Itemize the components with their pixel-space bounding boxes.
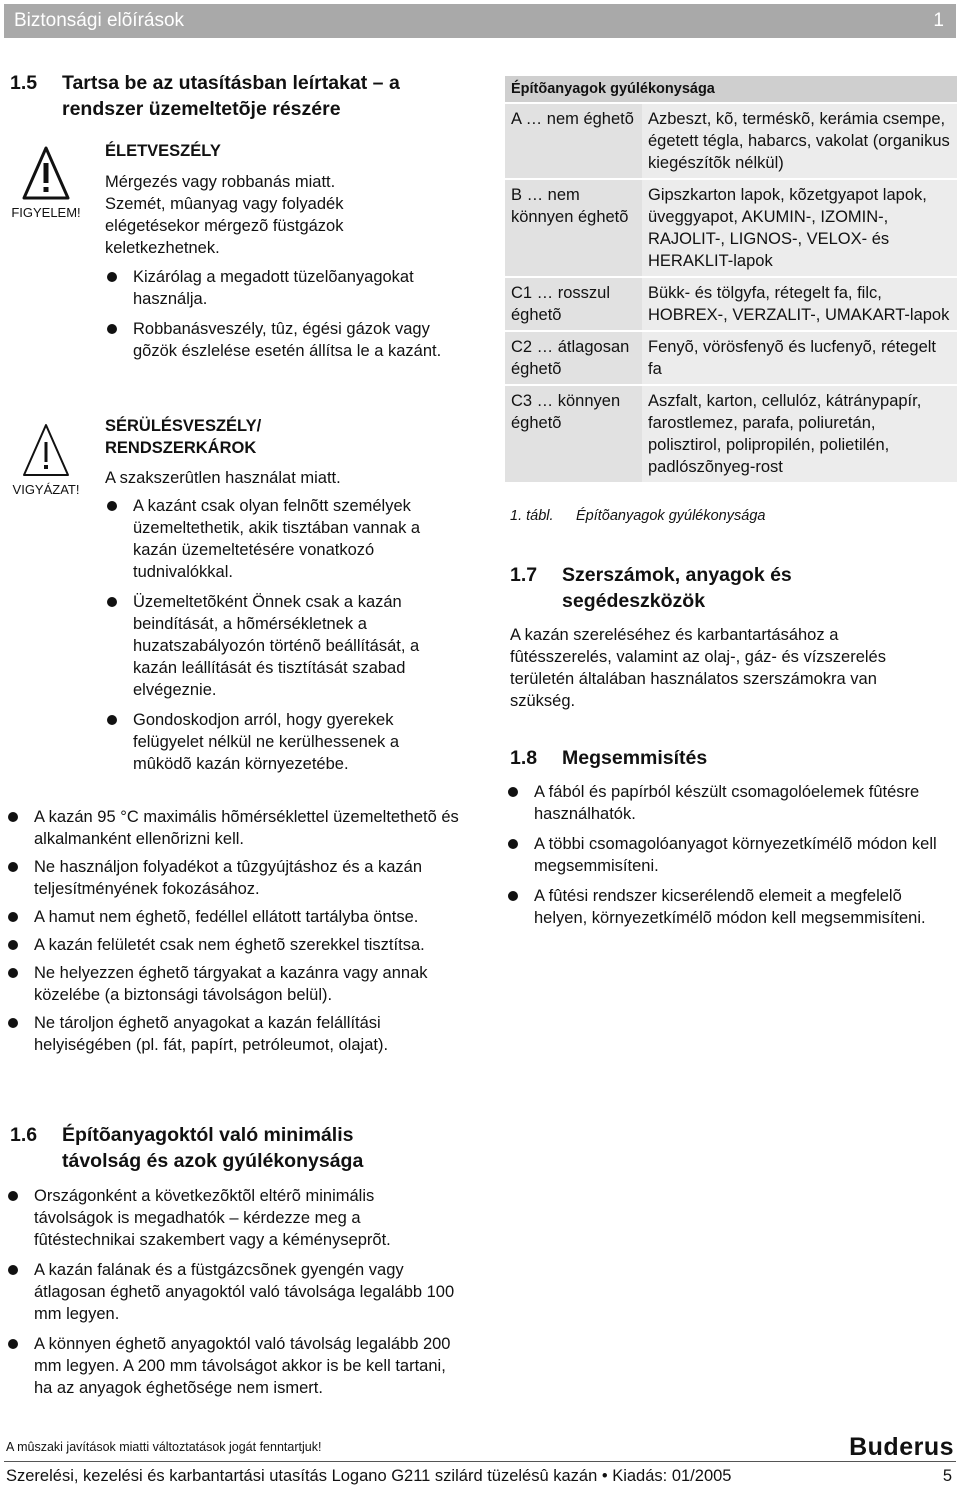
section-1-6-title: 1.6 Építõanyagoktól való minimális távolság és azok gyúlékonysága: [10, 1124, 364, 1172]
section-1-8-bullets: [506, 781, 956, 937]
flammability-table: [505, 76, 957, 482]
warning-icon-vigyazat: [12, 422, 80, 497]
caution-triangle-icon: [21, 422, 71, 478]
footer-document-title: Szerelési, kezelési és karbantartási utasítás Logano G211 szilárd tüzelésû kazán • Kiadás: 01/2005: [6, 1467, 732, 1485]
list-item: Ne tároljon éghetõ anyagokat a kazán felállítási helyiségében (pl. fát, papírt, petróleumot, olajat).: [6, 1012, 468, 1056]
section-1-7-text: A kazán szereléséhez és karbantartásához a fûtésszerelés, valamint az olaj-, gáz- és vízszerelés területén általában használatos szerszámokra van szükség.: [510, 626, 886, 710]
list-item: A többi csomagolóanyagot környezetkímélõ módon kell megsemmisíteni.: [506, 833, 956, 877]
buderus-logo: Buderus: [849, 1433, 954, 1461]
section-1-8-title: 1.8 Megsemmisítés: [510, 747, 708, 769]
table-row: [505, 331, 957, 385]
footer-divider: [4, 1461, 956, 1462]
warning-bullets-eletveszely: [105, 266, 460, 362]
page-header: [4, 4, 956, 38]
table-cell-materials: Bükk- és tölgyfa, rétegelt fa, filc, HOBREX-, VERZALIT-, UMAKART-lapok: [642, 277, 957, 331]
list-item: A fûtési rendszer kicserélendõ elemeit a megfelelõ helyen, környezetkímélõ módon kell megsemmisíteni.: [506, 885, 936, 929]
warning-intro-eletveszely: Mérgezés vagy robbanás miatt. Szemét, mûanyag vagy folyadék elégetésekor mérgezõ füstgázok keletkezhetnek.: [105, 173, 344, 257]
section-1-7-title: 1.7 Szerszámok, anyagok és segédeszközök: [510, 564, 792, 612]
list-item: A kazán felületét csak nem éghetõ szerekkel tisztítsa.: [6, 934, 468, 956]
list-item: A fából és papírból készült csomagolóelemek fûtésre használhatók.: [506, 781, 956, 825]
warning-triangle-icon: [21, 145, 71, 201]
table-row: [505, 385, 957, 482]
page-number: 5: [942, 1467, 952, 1485]
table-cell-class: C2 … átlagosan éghetõ: [505, 331, 642, 385]
list-item: A hamut nem éghetõ, fedéllel ellátott tartályba öntse.: [6, 906, 468, 928]
table-cell-class: A … nem éghetõ: [505, 103, 642, 179]
warning-label-vigyazat: VIGYÁZAT!: [12, 482, 80, 497]
list-item: A kazán falának és a füstgázcsõnek gyengén vagy átlagosan éghetõ anyagoktól való távolsága legalább 100 mm legyen.: [6, 1259, 456, 1325]
footer-note: A mûszaki javítások miatti változtatások jogát fenntartjuk!: [6, 1440, 322, 1454]
list-item: Ne használjon folyadékot a tûzgyújtáshoz és a kazán teljesítményének fokozásához.: [6, 856, 468, 900]
list-item: Robbanásveszély, tûz, égési gázok vagy gõzök észlelése esetén állítsa le a kazánt.: [105, 318, 450, 362]
list-item: Országonként a következõktõl eltérõ minimális távolságok is megadhatók – kérdezze meg a fûtéstechnikai szakembert vagy a kéményseprõt.: [6, 1185, 456, 1251]
table-cell-materials: Aszfalt, karton, cellulóz, kátránypapír, farostlemez, parafa, poliuretán, polisztirol, polipropilén, polietilén, padlószõnyeg-rost: [642, 385, 957, 482]
warning-title-eletveszely: ÉLETVESZÉLY: [105, 142, 221, 160]
warning-block-serulesveszely: [105, 415, 475, 783]
section-1-6-bullets: [6, 1185, 456, 1407]
section-1-5-title: 1.5 Tartsa be az utasításban leírtakat – a rendszer üzemeltetõje részére: [10, 72, 400, 120]
warning-title-serulesveszely: SÉRÜLÉSVESZÉLY/ RENDSZERKÁROK: [105, 417, 262, 457]
header-title: Biztonsági elõírások: [14, 10, 185, 31]
list-item: Ne helyezzen éghetõ tárgyakat a kazánra vagy annak közelébe (a biztonsági távolságon belül).: [6, 962, 468, 1006]
warning-block-eletveszely: [105, 140, 475, 370]
table-row: [505, 103, 957, 179]
list-item: A kazánt csak olyan felnõtt személyek üzemeltethetik, akik tisztában vannak a kazán üzemeltetésére vonatkozó tudnivalókkal.: [105, 495, 460, 583]
warning-intro-serulesveszely: A szakszerûtlen használat miatt.: [105, 469, 341, 487]
list-item: Üzemeltetõként Önnek csak a kazán beindítását, a hõmérsékletnek a huzatszabályozón történõ beállítását, a kazán leállítását és tisztítását szabad elvégeznie.: [105, 591, 460, 701]
table-cell-materials: Fenyõ, vörösfenyõ és lucfenyõ, rétegelt fa: [642, 331, 957, 385]
table-cell-class: B … nem könnyen éghetõ: [505, 179, 642, 277]
list-item: A könnyen éghetõ anyagoktól való távolság legalább 200 mm legyen. A 200 mm távolságot akkor is be kell tartani, ha az anyagok éghetõsége nem ismert.: [6, 1333, 456, 1399]
warning-icon-figyelem: [11, 145, 81, 220]
list-item: Gondoskodjon arról, hogy gyerekek felügyelet nélkül ne kerülhessenek a mûködõ kazán környezetébe.: [105, 709, 460, 775]
list-item: Kizárólag a megadott tüzelõanyagokat használja.: [105, 266, 450, 310]
table-caption: 1. tábl. Építõanyagok gyúlékonysága: [510, 508, 766, 524]
section-1-5-bullets: [6, 806, 468, 1062]
chapter-number: 1: [933, 10, 944, 31]
table-cell-class: C3 … könnyen éghetõ: [505, 385, 642, 482]
table-row: [505, 179, 957, 277]
table-cell-materials: Azbeszt, kõ, terméskõ, kerámia csempe, égetett tégla, habarcs, vakolat (organikus kiegészítõk nélkül): [642, 103, 957, 179]
table-cell-class: C1 … rosszul éghetõ: [505, 277, 642, 331]
warning-bullets-serulesveszely: [105, 495, 460, 775]
list-item: A kazán 95 °C maximális hõmérséklettel üzemeltethetõ és alkalmanként ellenõrizni kell.: [6, 806, 468, 850]
table-header: Építõanyagok gyúlékonysága: [505, 76, 957, 103]
table-cell-materials: Gipszkarton lapok, kõzetgyapot lapok, üveggyapot, AKUMIN-, IZOMIN-, RAJOLIT-, LIGNOS-, VELOX- és HERAKLIT-lapok: [642, 179, 957, 277]
table-row: [505, 277, 957, 331]
warning-label-figyelem: FIGYELEM!: [11, 205, 81, 220]
